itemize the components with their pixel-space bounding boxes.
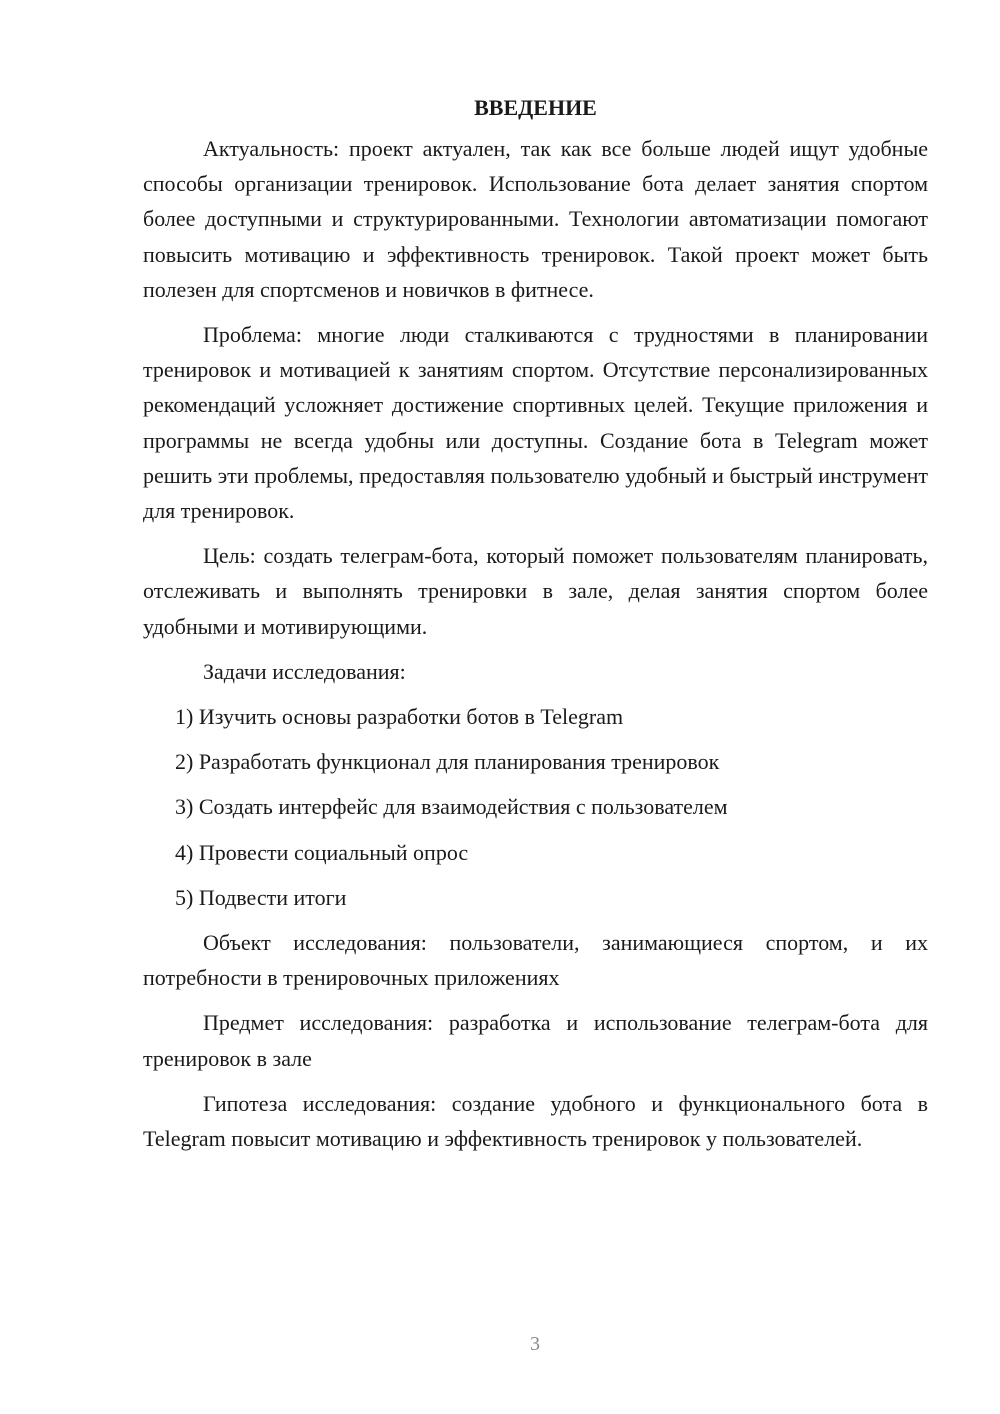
section-title: ВВЕДЕНИЕ — [474, 95, 597, 120]
tasks-list — [143, 699, 928, 915]
list-item: 2) Разработать функционал для планирования тренировок — [175, 749, 720, 775]
paragraph-subject: Предмет исследования: разработка и использование телеграм-бота для тренировок в зале — [143, 1010, 928, 1071]
tasks-heading: Задачи исследования: — [203, 658, 406, 684]
paragraph-goal: Цель: создать телеграм-бота, который поможет пользователям планировать, отслеживать и выполнять тренировки в зале, делая занятия спортом более удобными и мотивирующими. — [143, 543, 928, 639]
document-page — [143, 90, 928, 1166]
list-item: 1) Изучить основы разработки ботов в Telegram — [175, 704, 624, 730]
list-item: 4) Провести социальный опрос — [175, 839, 469, 865]
page-number: 3 — [530, 1333, 540, 1355]
paragraph-relevance: Актуальность: проект актуален, так как все больше людей ищут удобные способы организации тренировок. Использование бота делает занятия спортом более доступными и структурированными. Технологии автоматизации помогают повысить мотивацию и эффективность тренировок. Такой проект может быть полезен для спортсменов и новичков в фитнесе. — [143, 136, 928, 302]
paragraph-problem: Проблема: многие люди сталкиваются с трудностями в планировании тренировок и мотивацией к занятиям спортом. Отсутствие персонализированных рекомендаций усложняет достижение спортивных целей. Текущие приложения и программы не всегда удобны или доступны. Создание бота в Telegram может решить эти проблемы, предоставляя пользователю удобный и быстрый инструмент для тренировок. — [143, 322, 928, 524]
paragraph-hypothesis: Гипотеза исследования: создание удобного и функционального бота в Telegram повысит мотивацию и эффективность тренировок у пользователей. — [143, 1090, 928, 1152]
list-item: 5) Подвести итоги — [175, 884, 347, 910]
list-item: 3) Создать интерфейс для взаимодействия с пользователем — [175, 794, 728, 820]
paragraph-object: Объект исследования: пользователи, занимающиеся спортом, и их потребности в тренировочных приложениях — [143, 930, 928, 991]
